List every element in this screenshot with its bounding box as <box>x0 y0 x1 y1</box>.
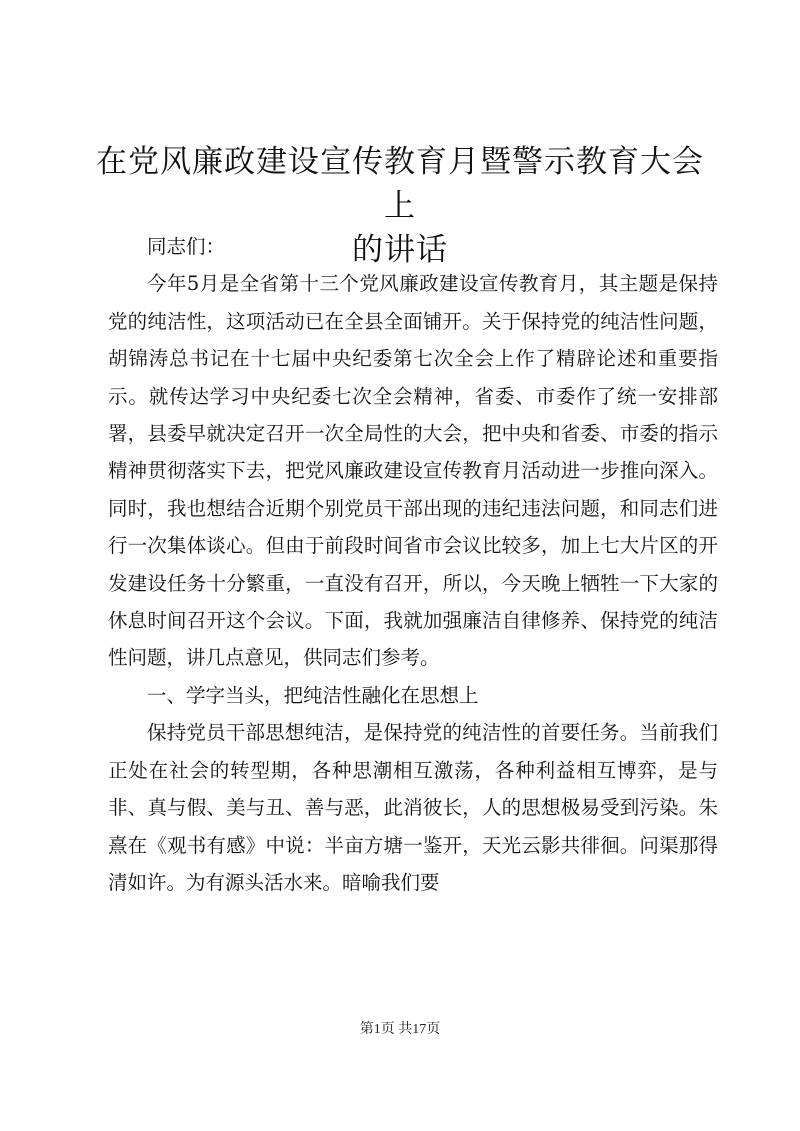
title-line-1: 在党风廉政建设宣传教育月暨警示教育大会上 <box>96 144 704 224</box>
page-footer <box>0 1020 800 1040</box>
title-line-2: 的讲话 <box>352 232 448 268</box>
paragraph: 今年5月是全省第十三个党风廉政建设宣传教育月，其主题是保持党的纯洁性，这项活动已在全县全面铺开。关于保持党的纯洁性问题，胡锦涛总书记在十七届中央纪委第七次全会上作了精辟论述和重要指示。就传达学习中央纪委七次全会精神，省委、市委作了统一安排部署，县委早就决定召开一次全局性的大会，把中央和省委、市委的指示精神贯彻落实下去，把党风廉政建设宣传教育月活动进一步推向深入。同时，我也想结合近期个别党员干部出现的违纪违法问题，和同志们进行一次集体谈心。但由于前段时间省市会议比较多，加上七大片区的开发建设任务十分繁重，一直没有召开，所以，今天晚上牺牲一下大家的休息时间召开这个会议。下面，我就加强廉洁自律修养、保持党的纯洁性问题，讲几点意见，供同志们参考。 <box>108 272 718 670</box>
salutation: 同志们： <box>147 235 226 258</box>
page-number: 第1页 共17页 <box>359 1022 441 1037</box>
paragraph: 保持党员干部思想纯洁，是保持党的纯洁性的首要任务。当前我们正处在社会的转型期，各种思潮相互激荡，各种利益相互博弈，是与非、真与假、美与丑、善与恶，此消彼长，人的思想极易受到污染。朱熹在《观书有感》中说：半亩方塘一鉴开，天光云影共徘徊。问渠那得清如许。为有源头活水来。暗喻我们要 <box>108 721 718 894</box>
section-heading: 一、学字当头，把纯洁性融化在思想上 <box>147 683 479 707</box>
document-body <box>108 228 718 901</box>
